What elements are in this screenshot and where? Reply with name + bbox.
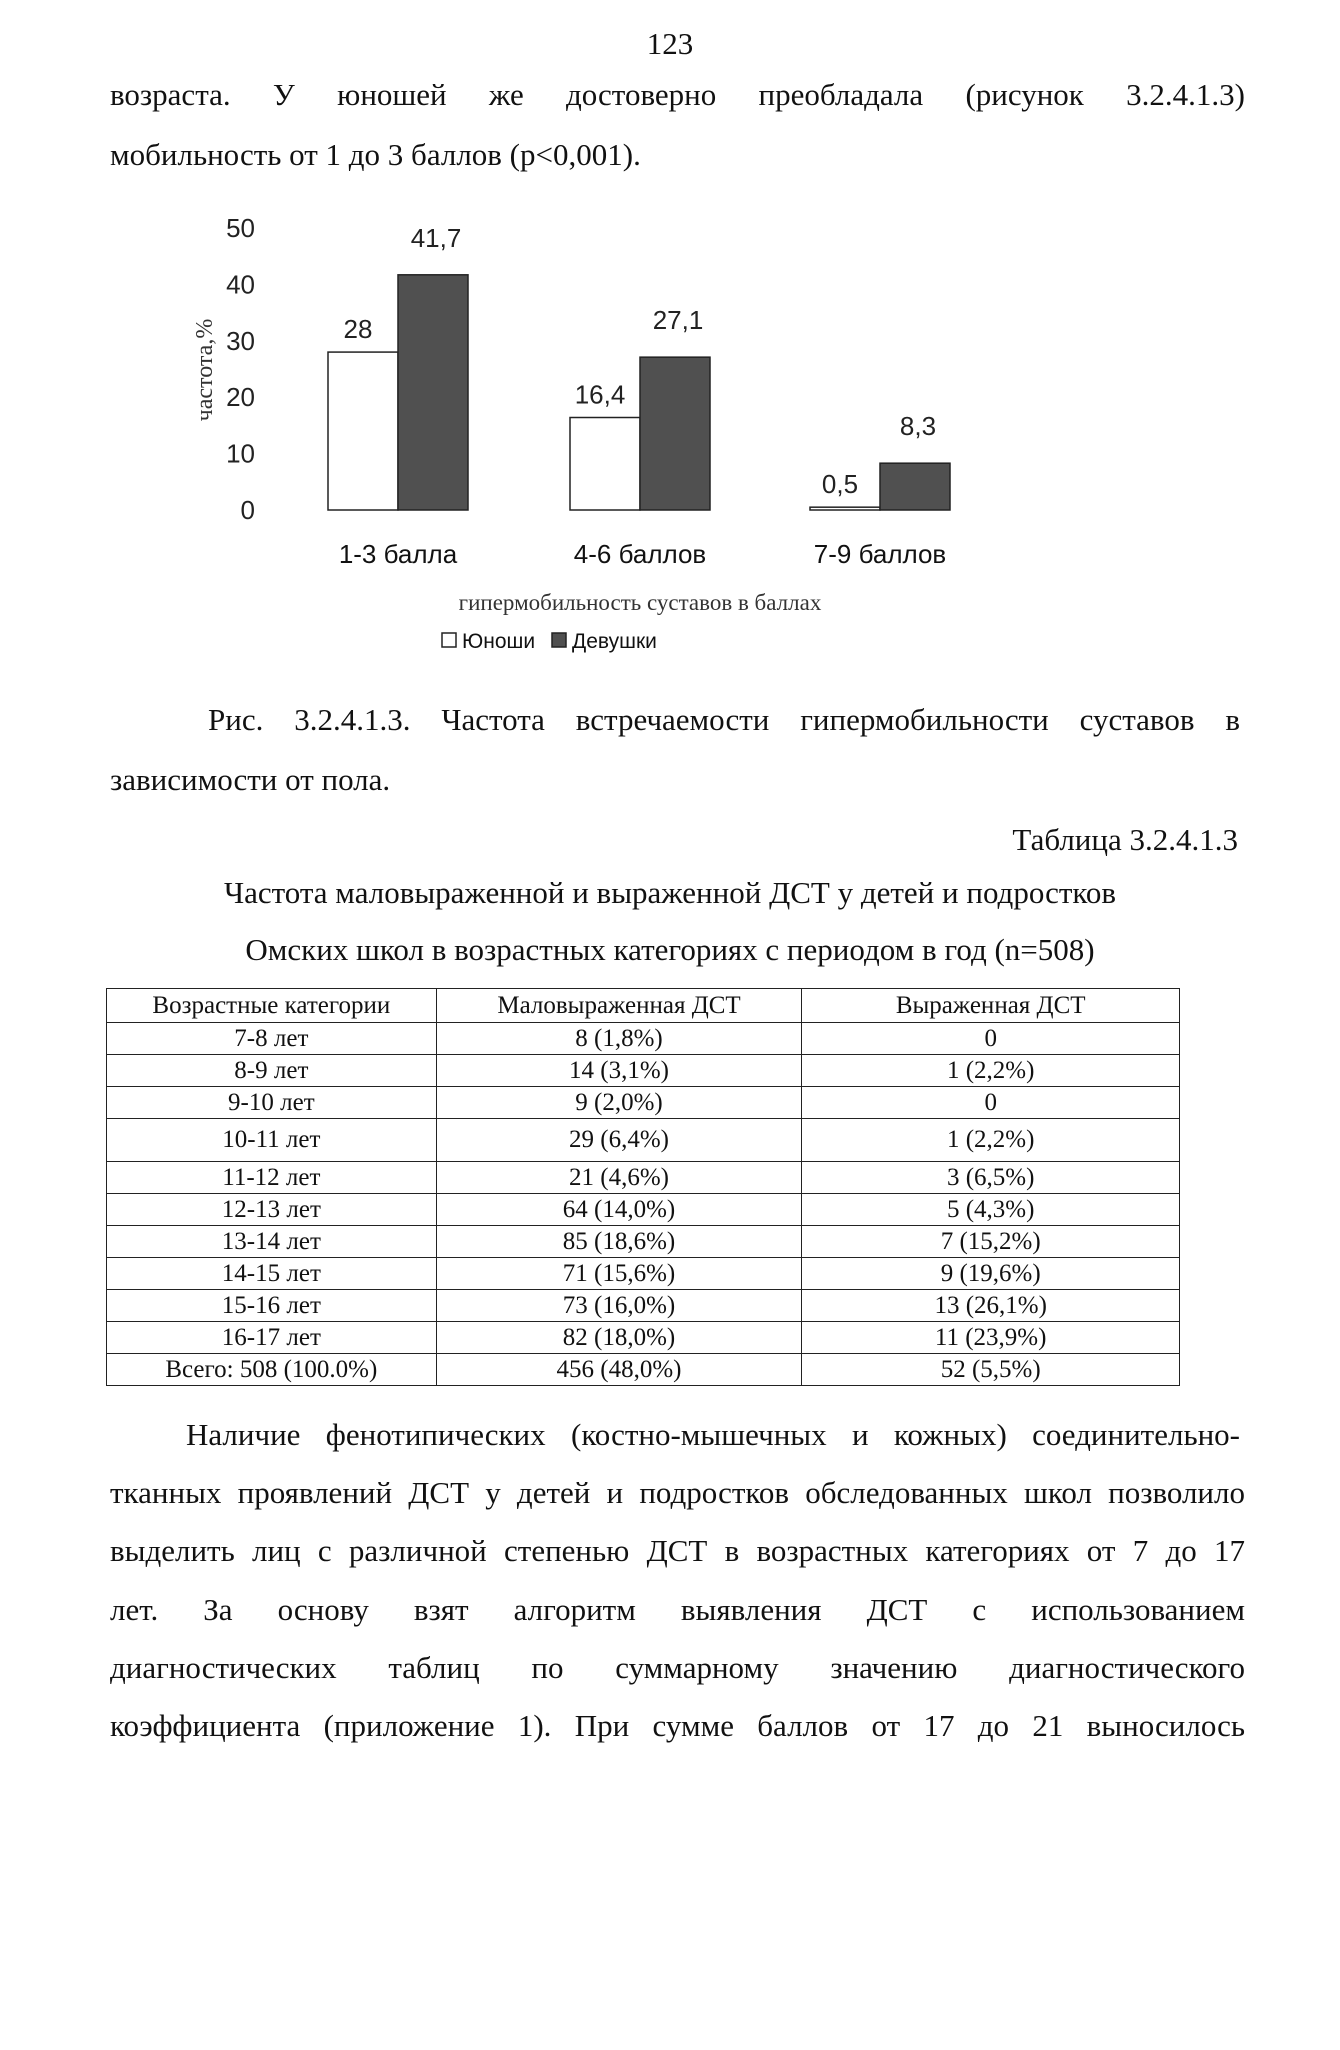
table-row <box>107 1194 1180 1226</box>
table-cell: 21 (4,6%) <box>436 1162 802 1194</box>
table-cell: Всего: 508 (100.0%) <box>107 1354 437 1386</box>
table-header-row <box>107 989 1180 1023</box>
table-total-row <box>107 1354 1180 1386</box>
table-cell: 29 (6,4%) <box>436 1119 802 1162</box>
y-tick-label: 30 <box>226 325 255 356</box>
body-line-3: выделить лиц с различной степенью ДСТ в возрастных категориях от 7 до 17 <box>110 1533 1245 1568</box>
table-row <box>107 1023 1180 1055</box>
table-header-cell: Маловыраженная ДСТ <box>436 989 802 1023</box>
table-row <box>107 1290 1180 1322</box>
table-cell: 1 (2,2%) <box>802 1119 1180 1162</box>
table-cell: 71 (15,6%) <box>436 1258 802 1290</box>
body-line-2: тканных проявлений ДСТ у детей и подростков обследованных школ позволило <box>110 1475 1245 1510</box>
x-tick-label: 1-3 балла <box>338 539 458 569</box>
table-cell: 8 (1,8%) <box>436 1023 802 1055</box>
table-cell: 52 (5,5%) <box>802 1354 1180 1386</box>
table-cell: 14 (3,1%) <box>436 1055 802 1087</box>
table-cell: 10-11 лет <box>107 1119 437 1162</box>
table-cell: 15-16 лет <box>107 1290 437 1322</box>
table-cell: 13-14 лет <box>107 1226 437 1258</box>
x-tick-label: 7-9 баллов <box>813 539 947 569</box>
y-tick-label: 50 <box>226 213 255 243</box>
page-number: 123 <box>646 26 694 61</box>
y-tick-label: 40 <box>226 269 255 300</box>
bar-boys <box>570 418 640 510</box>
bar-value-label: 41,7 <box>410 222 462 253</box>
y-axis-label: частота,% <box>192 318 218 422</box>
x-axis-label: гипермобильность суставов в баллах <box>458 590 822 615</box>
dst-table <box>106 988 1180 1386</box>
table-cell: 0 <box>802 1087 1180 1119</box>
table-cell: 9 (2,0%) <box>436 1087 802 1119</box>
bar-boys <box>810 507 880 510</box>
legend-swatch <box>442 633 456 647</box>
legend-label: Юноши <box>462 630 536 653</box>
bar-girls <box>880 463 950 510</box>
body-line-4: лет. За основу взят алгоритм выявления ДСТ с использованием <box>110 1592 1245 1627</box>
table-header-cell: Выраженная ДСТ <box>802 989 1180 1023</box>
table-cell: 7-8 лет <box>107 1023 437 1055</box>
bar-value-label: 27,1 <box>652 305 704 336</box>
table-cell: 14-15 лет <box>107 1258 437 1290</box>
y-tick-label: 20 <box>226 382 255 413</box>
legend-label: Девушки <box>572 630 657 653</box>
table-cell: 12-13 лет <box>107 1194 437 1226</box>
body-line-1: Наличие фенотипических (костно-мышечных и кожных) соединительно- <box>186 1417 1240 1452</box>
bar-value-label: 0,5 <box>821 469 859 500</box>
legend-swatch <box>552 633 566 647</box>
bar-boys <box>328 352 398 510</box>
bar-girls <box>640 357 710 510</box>
body-line-6: коэффициента (приложение 1). При сумме баллов от 17 до 21 выносилось <box>110 1708 1245 1743</box>
figure-caption-line-2: зависимости от пола. <box>110 762 391 797</box>
table-cell: 64 (14,0%) <box>436 1194 802 1226</box>
table-cell: 13 (26,1%) <box>802 1290 1180 1322</box>
y-tick-label: 0 <box>240 495 255 525</box>
x-tick-label: 4-6 баллов <box>573 539 707 569</box>
table-cell: 11 (23,9%) <box>802 1322 1180 1354</box>
bar-value-label: 28 <box>343 314 373 345</box>
table-row <box>107 1119 1180 1162</box>
table-cell: 7 (15,2%) <box>802 1226 1180 1258</box>
table-cell: 5 (4,3%) <box>802 1194 1180 1226</box>
y-tick-label: 10 <box>226 438 255 469</box>
table-label: Таблица 3.2.4.1.3 <box>1012 822 1238 857</box>
table-cell: 16-17 лет <box>107 1322 437 1354</box>
table-row <box>107 1162 1180 1194</box>
bar-value-label: 16,4 <box>574 379 626 410</box>
table-cell: 82 (18,0%) <box>436 1322 802 1354</box>
table-cell: 8-9 лет <box>107 1055 437 1087</box>
table-cell: 1 (2,2%) <box>802 1055 1180 1087</box>
intro-line-2: мобильность от 1 до 3 баллов (p<0,001). <box>110 137 641 172</box>
table-cell: 11-12 лет <box>107 1162 437 1194</box>
table-cell: 73 (16,0%) <box>436 1290 802 1322</box>
table-row <box>107 1087 1180 1119</box>
table-cell: 3 (6,5%) <box>802 1162 1180 1194</box>
table-row <box>107 1055 1180 1087</box>
table-row <box>107 1226 1180 1258</box>
table-cell: 456 (48,0%) <box>436 1354 802 1386</box>
table-cell: 9-10 лет <box>107 1087 437 1119</box>
table-row <box>107 1322 1180 1354</box>
table-cell: 9 (19,6%) <box>802 1258 1180 1290</box>
table-cell: 0 <box>802 1023 1180 1055</box>
table-title-line-1: Частота маловыраженной и выраженной ДСТ у детей и подростков <box>223 875 1117 910</box>
table-title-line-2: Омских школ в возрастных категориях с периодом в год (n=508) <box>245 932 1095 967</box>
figure-caption-line-1: Рис. 3.2.4.1.3. Частота встречаемости гипермобильности суставов в <box>208 702 1240 737</box>
intro-line-1: возраста. У юношей же достоверно преобладала (рисунок 3.2.4.1.3) <box>110 77 1245 112</box>
table-row <box>107 1258 1180 1290</box>
table-header-cell: Возрастные категории <box>107 989 437 1023</box>
table-cell: 85 (18,6%) <box>436 1226 802 1258</box>
bar-girls <box>398 275 468 510</box>
body-line-5: диагностических таблиц по суммарному значению диагностического <box>110 1650 1245 1685</box>
bar-chart <box>0 0 1340 670</box>
bar-value-label: 8,3 <box>899 411 937 442</box>
